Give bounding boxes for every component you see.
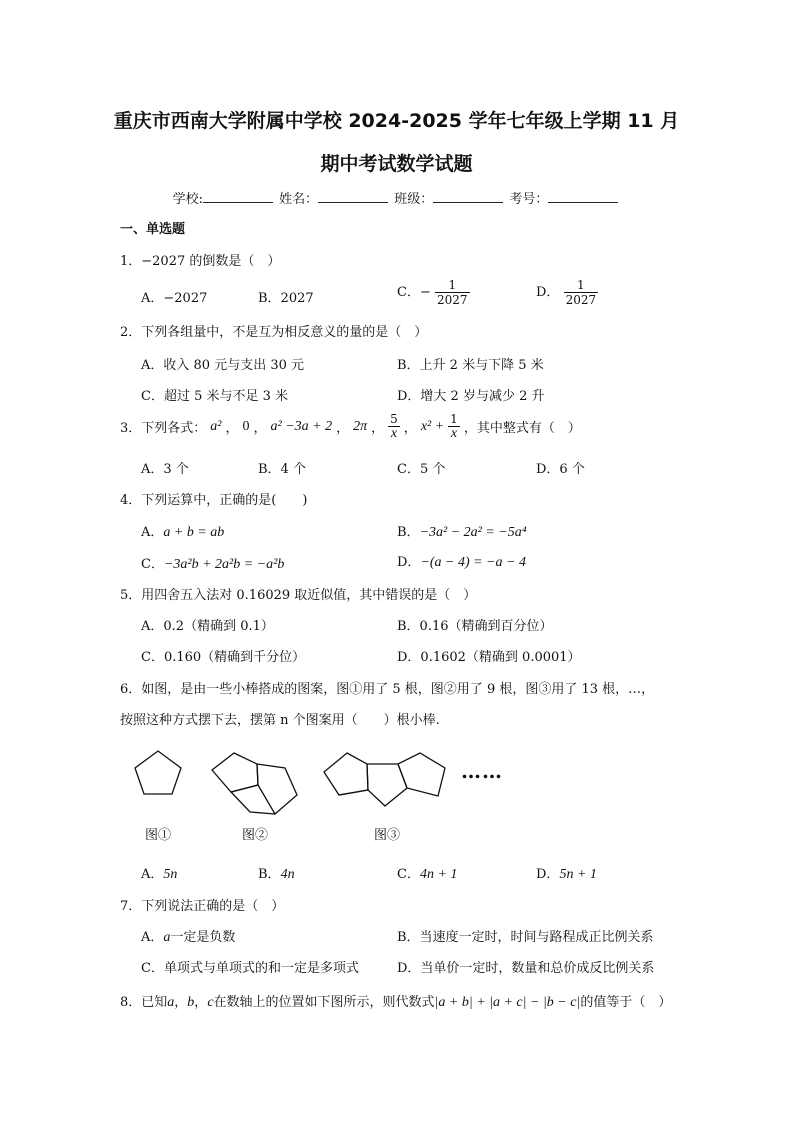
q3-expr-6-fraction: $\frac{1}{x}$ bbox=[450, 412, 458, 441]
q3-stem-suffix: ，其中整式有（ ） bbox=[463, 421, 581, 436]
q1-option-a: A．−2027 bbox=[141, 291, 208, 306]
q2-stem: 2．下列各组量中，不是互为相反意义的量的是（ ） bbox=[120, 325, 428, 340]
figure3-pentagon-left bbox=[324, 753, 368, 795]
q6-stem-line1: 6．如图，是由一些小棒搭成的图案，图①用了 5 根，图②用了 9 根，图③用了 13 根，…， bbox=[120, 682, 655, 697]
figure2-pentagon-2 bbox=[257, 764, 297, 814]
q3-expr-1: a² bbox=[210, 418, 222, 434]
q6-option-a: A．5n bbox=[141, 867, 178, 882]
q1-option-c-label: C．− bbox=[397, 285, 431, 300]
figure-label-1: 图① bbox=[145, 828, 172, 843]
name-label: 姓名： bbox=[279, 192, 319, 207]
q2-option-c: C．超过 5 米与不足 3 米 bbox=[141, 389, 289, 404]
q2-option-b: B．上升 2 米与下降 5 米 bbox=[397, 358, 544, 373]
q1-option-d-fraction: $\frac{1}{2027}$ bbox=[565, 278, 597, 307]
q1-option-c bbox=[397, 278, 470, 307]
q7-option-c: C．单项式与单项式的和一定是多项式 bbox=[141, 961, 359, 976]
q5-stem: 5．用四舍五入法对 0.16029 取近似值，其中错误的是（ ） bbox=[120, 588, 477, 603]
pentagon-pattern-figure bbox=[120, 740, 540, 850]
exam-title-line2: 期中考试数学试题 bbox=[320, 153, 473, 175]
q3-expr-4: 2π bbox=[353, 418, 368, 434]
q3-stem-prefix: 3．下列各式： bbox=[120, 421, 207, 436]
student-info-line bbox=[0, 188, 793, 207]
section-heading: 一、单选题 bbox=[120, 222, 186, 237]
q6-option-c: C．4n + 1 bbox=[397, 867, 458, 882]
q1-stem: 1．−2027 的倒数是（ ） bbox=[120, 254, 281, 269]
q3-option-d: D．6 个 bbox=[536, 462, 585, 477]
q5-option-a: A．0.2（精确到 0.1） bbox=[141, 619, 274, 634]
q4-option-a: A．a + b = ab bbox=[141, 525, 225, 540]
q3-option-c: C．5 个 bbox=[397, 462, 446, 477]
figure1-pentagon bbox=[135, 751, 181, 794]
school-blank[interactable] bbox=[203, 190, 273, 203]
q5-option-d: D．0.1602（精确到 0.0001） bbox=[397, 650, 581, 665]
q3-option-a: A．3 个 bbox=[141, 462, 189, 477]
q4-option-c: C．−3a²b + 2a²b = −a²b bbox=[141, 557, 285, 572]
q7-option-d: D．当单价一定时，数量和总价成反比例关系 bbox=[397, 961, 655, 976]
exam-number-label: 考号： bbox=[509, 192, 549, 207]
exam-title-line1: 重庆市西南大学附属中学校 2024-2025 学年七年级上学期 11 月 bbox=[113, 110, 680, 132]
q4-option-d: D．−(a − 4) = −a − 4 bbox=[397, 555, 526, 570]
q6-stem-line2: 按照这种方式摆下去，摆第 n 个图案用（ ）根小棒. bbox=[120, 713, 440, 728]
q4-stem: 4．下列运算中，正确的是( ) bbox=[120, 493, 308, 508]
q6-option-b: B．4n bbox=[258, 867, 295, 882]
q5-option-c: C．0.160（精确到千分位） bbox=[141, 650, 306, 665]
q3-expr-6: x² + bbox=[420, 418, 445, 434]
q5-option-b: B．0.16（精确到百分位） bbox=[397, 619, 553, 634]
figure-label-2: 图② bbox=[242, 828, 269, 843]
class-blank[interactable] bbox=[433, 190, 503, 203]
q8-expression: |a + b| + |a + c| − |b − c| bbox=[434, 995, 581, 1010]
school-label: 学校: bbox=[172, 192, 203, 207]
q4-option-b: B．−3a² − 2a² = −5a⁴ bbox=[397, 525, 527, 540]
q3-expr-3: a² −3a + 2 bbox=[270, 418, 333, 434]
q7-option-b: B．当速度一定时，时间与路程成正比例关系 bbox=[397, 930, 654, 945]
q1-option-c-fraction: $\frac{1}{2027}$ bbox=[436, 278, 468, 307]
q1-option-d bbox=[536, 278, 598, 307]
q7-stem: 7．下列说法正确的是（ ） bbox=[120, 899, 285, 914]
figure-label-3: 图③ bbox=[374, 828, 401, 843]
q1-option-d-label: D． bbox=[536, 285, 560, 300]
q1-option-b: B．2027 bbox=[258, 291, 314, 306]
name-blank[interactable] bbox=[318, 190, 388, 203]
q7-option-a: A．a一定是负数 bbox=[141, 930, 236, 945]
q8-stem: 8．已知a，b，c在数轴上的位置如下图所示，则代数式|a + b| + |a + c| − |b − c|的值等于（ ） bbox=[120, 995, 672, 1010]
figure-ellipsis: …… bbox=[461, 759, 503, 783]
q3-stem: 3．下列各式： a² ， 0 ， a² −3a + 2 ， 2π ， $\frac{5}{x}$ ， x² + $\frac{1}{x}$ ，其中整式有（ ） bbox=[120, 412, 581, 441]
q3-expr-5-fraction: $\frac{5}{x}$ bbox=[390, 412, 398, 441]
q3-expr-2: 0 bbox=[242, 418, 250, 434]
q6-option-d: D．5n + 1 bbox=[536, 867, 597, 882]
q2-option-a: A．收入 80 元与支出 30 元 bbox=[141, 358, 305, 373]
q2-option-d: D．增大 2 岁与减少 2 升 bbox=[397, 389, 545, 404]
exam-number-blank[interactable] bbox=[548, 190, 618, 203]
class-label: 班级： bbox=[394, 192, 434, 207]
q3-option-b: B．4 个 bbox=[258, 462, 306, 477]
